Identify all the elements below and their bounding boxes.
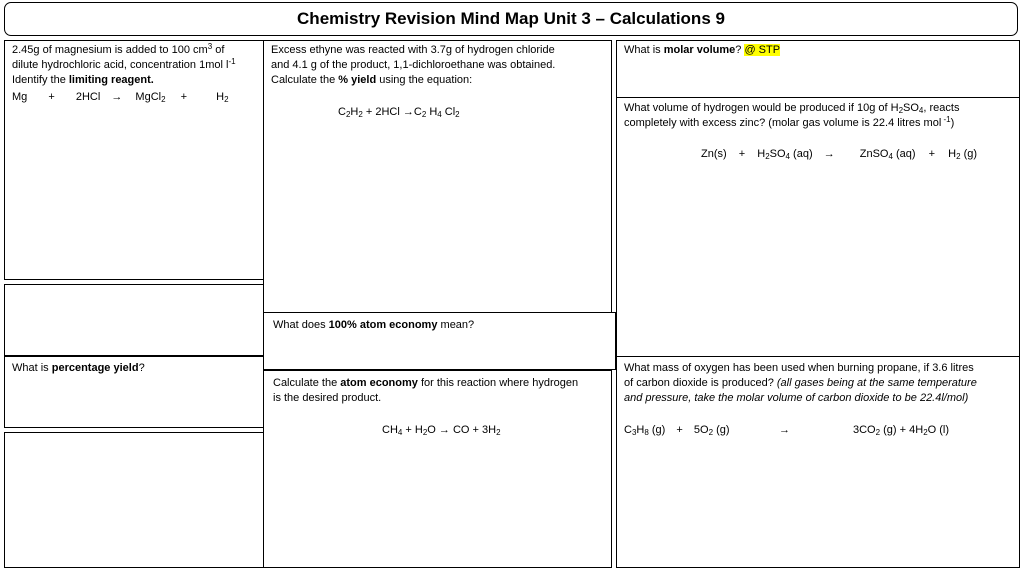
- percent-yield-question: [271, 43, 607, 88]
- eq1-arrow: →: [111, 91, 123, 103]
- q1-sup-m1: -1: [228, 57, 236, 66]
- molar-volume-question: [624, 43, 780, 58]
- eq7-s4: 4: [397, 428, 403, 437]
- eq1-plus-2: +: [180, 91, 188, 103]
- q8-l2it: (all gases being at the same temperature: [776, 377, 977, 389]
- q2-rest: using the equation:: [376, 74, 473, 86]
- q1-sup-3: 3: [207, 42, 213, 51]
- eq4-zn: Zn(s): [701, 148, 727, 160]
- eq4-h2s: 2: [956, 152, 961, 161]
- eq4-aq2: (aq): [892, 148, 916, 160]
- eq2-h: H: [350, 106, 359, 118]
- q2-calc: Calculate the: [271, 74, 339, 86]
- q3-q: ?: [735, 44, 745, 56]
- eq8-s2b: 2: [875, 428, 881, 437]
- eq1-mgcl: MgCl: [135, 91, 162, 103]
- ethyne-equation: [338, 106, 460, 118]
- eq4-zs4: 4: [888, 152, 893, 161]
- eq7-s2b: 2: [496, 428, 501, 437]
- eq2-s1: 2: [345, 110, 351, 119]
- q6-post: ?: [138, 362, 145, 374]
- eq8-arrow: →: [779, 424, 790, 436]
- q5-bold: 100% atom economy: [328, 319, 438, 331]
- eq4-aq: (aq): [790, 148, 813, 160]
- q8-l2pre: of carbon dioxide is produced?: [624, 377, 777, 389]
- q1-text-1: 2.45g of magnesium is added to 100 cm: [12, 44, 208, 56]
- eq2-c: C: [338, 106, 346, 118]
- eq8-o2: O (l): [927, 424, 950, 436]
- methane-equation: [382, 424, 501, 436]
- eq8-c: C: [624, 424, 632, 436]
- q3-molar-volume: molar volume: [663, 44, 736, 56]
- eq4-plus-2: +: [928, 148, 936, 160]
- atom-economy-meaning-question: [273, 318, 474, 333]
- eq7-s2: 2: [422, 428, 428, 437]
- eq4-plus: +: [738, 148, 746, 160]
- eq4-so: SO: [769, 148, 786, 160]
- propane-equation-products: [853, 424, 949, 436]
- page-title: Chemistry Revision Mind Map Unit 3 – Calculations 9: [297, 9, 725, 28]
- eq1-hcl: 2HCl: [75, 91, 101, 103]
- eq2-cl: Cl: [441, 106, 456, 118]
- atom-economy-question: [273, 376, 607, 406]
- percentage-yield-question: [12, 361, 145, 376]
- q4-s2: 2: [898, 106, 904, 115]
- panel-blank-bottom-left: [4, 432, 264, 568]
- q4-l1post: , reacts: [923, 102, 960, 114]
- q7-l1post: for this reaction where hydrogen: [417, 377, 579, 389]
- eq8-s3: 3: [631, 428, 637, 437]
- eq4-arrow: →: [823, 148, 835, 160]
- eq7-plus: + H: [402, 424, 423, 436]
- q5-post: mean?: [437, 319, 475, 331]
- eq1-sub2: 2: [161, 95, 166, 104]
- eq8-s8: 8: [644, 428, 649, 437]
- q8-l3it: and pressure, take the molar volume of carbon dioxide to be 22.4l/mol): [624, 392, 969, 404]
- q4-l2pre: completely with excess zinc? (molar gas volume is 22.4 litres mol: [624, 117, 942, 129]
- magnesium-equation: [12, 91, 229, 103]
- eq8-rest: (g) + 4H: [880, 424, 924, 436]
- q2-yield: % yield: [338, 74, 377, 86]
- eq4-h2: H: [948, 148, 957, 160]
- q4-l2post: ): [950, 117, 955, 129]
- eq1-mg: Mg: [12, 91, 28, 103]
- q7-l2: is the desired product.: [273, 392, 382, 404]
- eq8-s2: 2: [708, 428, 714, 437]
- eq1-plus: +: [48, 91, 55, 103]
- eq2-s4: 4: [437, 110, 442, 119]
- oxygen-mass-question: [624, 361, 1016, 406]
- eq4-g: (g): [960, 148, 978, 160]
- eq1-h: H: [216, 91, 225, 103]
- q6-pre: What is: [12, 362, 52, 374]
- panel-blank-left: [4, 284, 264, 356]
- q1-text-of: of: [212, 44, 225, 56]
- eq4-hs2: 2: [765, 152, 770, 161]
- eq4-hs4: 4: [785, 152, 790, 161]
- panel-hydrogen-volume: [616, 97, 1020, 357]
- eq2-s5: 2: [455, 110, 460, 119]
- eq8-plus: +: [676, 424, 683, 436]
- propane-equation: [624, 424, 730, 436]
- eq2-mid: + 2HCl →C: [362, 106, 422, 118]
- propane-equation-arrow: [779, 424, 790, 436]
- eq8-g: (g): [648, 424, 666, 436]
- eq2-s3: 2: [421, 110, 427, 119]
- eq4-h: H: [757, 148, 766, 160]
- q3-stp-highlight: @ STP: [744, 44, 781, 56]
- q4-l1pre: What volume of hydrogen would be produced if 10g of H: [624, 102, 899, 114]
- q2-line2: and 4.1 g of the product, 1,1-dichloroethane was obtained.: [271, 59, 556, 71]
- eq2-h2: H: [426, 106, 438, 118]
- zinc-equation: [701, 148, 977, 160]
- q7-bold: atom economy: [340, 377, 418, 389]
- q8-l1: What mass of oxygen has been used when burning propane, if 3.6 litres: [624, 362, 974, 374]
- eq8-s2c: 2: [923, 428, 928, 437]
- q3-pre: What is: [624, 44, 664, 56]
- title-box: [4, 2, 1018, 36]
- limiting-reagent-question: [12, 43, 260, 88]
- eq1-h-sub: 2: [224, 95, 229, 104]
- q4-sup: -1: [941, 115, 951, 124]
- eq7-ch: CH: [382, 424, 398, 436]
- eq7-o: O → CO + 3H: [427, 424, 497, 436]
- q5-pre: What does: [273, 319, 329, 331]
- eq8-co: 3CO: [853, 424, 876, 436]
- q1-limiting-reagent: limiting reagent.: [68, 74, 154, 86]
- q1-identify: Identify the: [12, 74, 69, 86]
- q2-line1: Excess ethyne was reacted with 3.7g of hydrogen chloride: [271, 44, 555, 56]
- eq4-znso: ZnSO: [859, 148, 889, 160]
- q4-s4: 4: [918, 106, 924, 115]
- eq8-g2: (g): [713, 424, 730, 436]
- hydrogen-volume-question: [624, 101, 1014, 131]
- q6-bold: percentage yield: [51, 362, 139, 374]
- q7-l1pre: Calculate the: [273, 377, 341, 389]
- eq8-h: H: [636, 424, 645, 436]
- q1-text-2: dilute hydrochloric acid, concentration 1mol l: [12, 59, 229, 71]
- eq2-s2: 2: [358, 110, 363, 119]
- eq8-o: 5O: [693, 424, 709, 436]
- q4-so: SO: [903, 102, 919, 114]
